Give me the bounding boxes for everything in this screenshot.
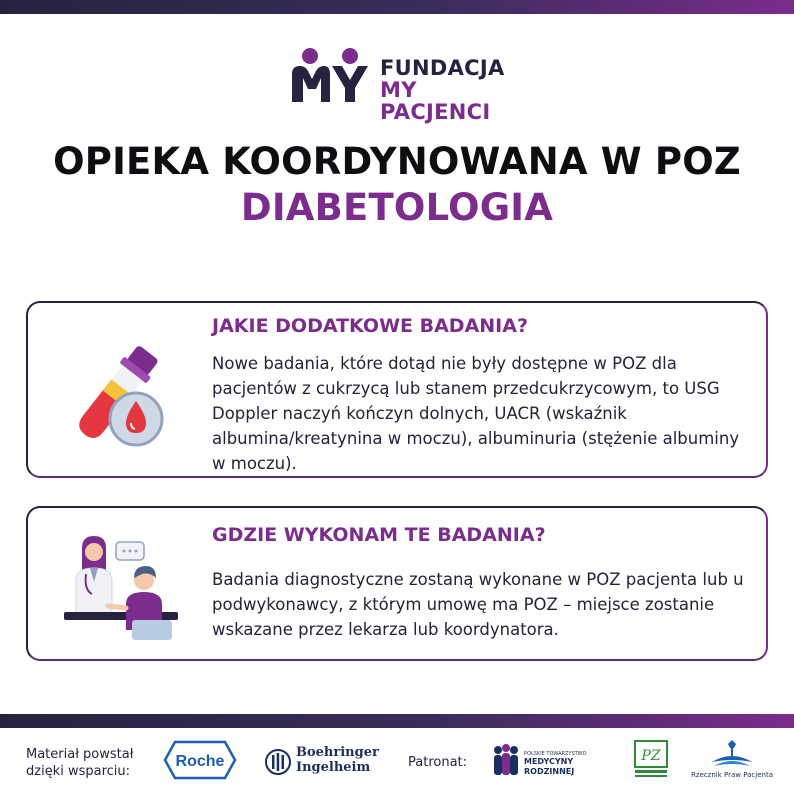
- rpp-logo: [690, 740, 774, 784]
- page-subtitle: DIABETOLOGIA: [240, 186, 554, 229]
- roche-logo: [163, 740, 237, 780]
- support-label: [26, 746, 133, 780]
- roche-text: Roche: [175, 753, 225, 770]
- boehringer-line2: Ingelheim: [296, 760, 371, 775]
- blood-test-tube-icon: [60, 337, 172, 449]
- page-title: OPIEKA KOORDYNOWANA W POZ: [53, 140, 741, 183]
- ptmr-logo: [490, 744, 616, 780]
- logo-line1: FUNDACJA: [380, 56, 505, 80]
- card-text: Badania diagnostyczne zostaną wykonane w POZ pacjenta lub u podwykonawcy, z którym umowę ma POZ – miejsce zostanie wskazane przez lekarza lub koordynatora.: [212, 570, 744, 639]
- rpp-emblem-icon: [690, 740, 774, 770]
- card-heading: GDZIE WYKONAM TE BADANIA?: [212, 524, 546, 546]
- info-card-tests: [26, 301, 768, 478]
- boehringer-text: [296, 745, 379, 775]
- ptmr-people-icon: [490, 744, 522, 778]
- support-line2: dzięki wsparciu:: [26, 764, 131, 779]
- fundacja-logo: [290, 46, 530, 124]
- logo-text: [380, 57, 530, 123]
- boehringer-logo: [264, 745, 379, 779]
- support-line1: Materiał powstał: [26, 747, 134, 762]
- pz-logo: [634, 740, 668, 780]
- patronat-label: Patronat:: [408, 755, 468, 770]
- logo-line2: MY PACJENCI: [380, 78, 491, 124]
- info-card-location: [26, 506, 768, 661]
- boehringer-mark-icon: [264, 747, 292, 777]
- card-heading: JAKIE DODATKOWE BADANIA?: [212, 315, 528, 337]
- top-gradient-bar: [0, 0, 794, 14]
- pz-text: PZ: [641, 748, 661, 764]
- rpp-text: Rzecznik Praw Pacjenta: [690, 771, 773, 779]
- ptmr-line1: MEDYCYNY RODZINNEJ: [524, 757, 575, 776]
- doctor-consultation-icon: [62, 534, 180, 644]
- my-logo-icon: [290, 46, 370, 106]
- ptmr-small: POLSKIE TOWARZYSTWO: [524, 751, 587, 757]
- boehringer-line1: Boehringer: [296, 745, 379, 760]
- ptmr-text: [524, 751, 616, 777]
- card-text: Nowe badania, które dotąd nie były dostępne w POZ dla pacjentów z cukrzycą lub stanem przedcukrzycowym, to USG Doppler naczyń kończyn dolnych, UACR (wskaźnik albumina/kreatynina w moczu), albuminuria (stężenie albuminy w moczu).: [212, 354, 740, 473]
- bottom-gradient-bar: [0, 714, 794, 728]
